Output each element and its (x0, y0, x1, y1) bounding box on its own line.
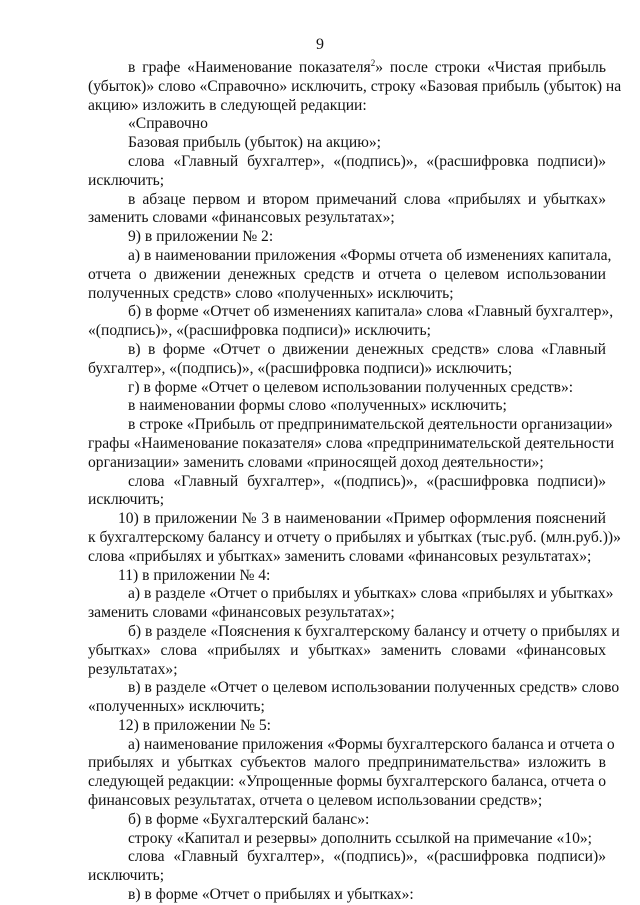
text-line (88, 285, 606, 304)
line-text: а) в наименовании приложения «Формы отчета об изменениях капитала, (128, 246, 612, 264)
document-body (88, 57, 622, 905)
line-text: «(подпись)», «(расшифровка подписи)» исключить; (88, 322, 431, 340)
text-line (88, 59, 606, 78)
line-text: слова «прибылях и убытках» заменить словами «финансовых результатах»; (88, 547, 592, 565)
line-text: (убыток)» слово «Справочно» исключить, строку «Базовая прибыль (убыток) на (88, 77, 622, 95)
text-line (88, 754, 606, 773)
text-line (88, 604, 606, 623)
line-text: строку «Капитал и резервы» дополнить ссылкой на примечание «10»; (128, 829, 593, 847)
line-text: заменить словами «финансовых результатах»; (88, 604, 395, 622)
text-line (88, 115, 606, 134)
line-text: в строке «Прибыль от предпринимательской деятельности организации» (128, 416, 613, 434)
text-line (88, 434, 615, 454)
footnote-marker: 2 (370, 57, 376, 68)
line-text-continued: » после строки «Чистая прибыль (375, 59, 606, 76)
text-line (88, 867, 606, 886)
line-text: б) в форме «Отчет об изменениях капитала» слова «Главный бухгалтер», (128, 303, 614, 321)
text-line (88, 228, 606, 247)
text-line (88, 848, 606, 867)
line-text: в) в разделе «Отчет о целевом использовании полученных средств» слово (128, 679, 620, 697)
text-line (88, 379, 606, 398)
line-text: акцию» изложить в следующей редакции: (88, 96, 367, 114)
text-line (88, 642, 606, 661)
line-text: организации» заменить словами «приносящей доход деятельности»; (88, 453, 544, 471)
line-text: исключить; (88, 867, 165, 885)
text-line (88, 454, 606, 473)
text-line (88, 303, 614, 322)
text-line (88, 209, 606, 228)
line-text: к бухгалтерскому балансу и отчету о прибылях и убытках (тыс.руб. (млн.руб.))» (88, 528, 621, 546)
text-line (88, 886, 606, 905)
line-text: отчета о движении денежных средств и отчета о целевом использовании (88, 265, 606, 283)
line-text: в графе «Наименование показателя (128, 59, 371, 76)
text-line (88, 491, 606, 510)
line-text: а) в разделе «Отчет о прибылях и убытках» слова «прибылях и убытках» (128, 585, 614, 603)
line-text: графы «Наименование показателя» слова «предпринимательской деятельности (88, 434, 615, 452)
text-line (88, 585, 614, 604)
text-line (88, 679, 620, 698)
text-line (88, 341, 606, 360)
text-line (88, 567, 606, 586)
line-text: 12) в приложении № 5: (118, 716, 271, 734)
line-text: убытках» слова «прибылях и убытках» заменить словами «финансовых (88, 641, 606, 659)
text-line (88, 661, 606, 680)
line-text: в) в форме «Отчет о движении денежных средств» слова «Главный (128, 340, 606, 358)
line-text: исключить; (88, 171, 165, 189)
text-line (88, 134, 606, 153)
line-text: в абзаце первом и втором примечаний слова «прибылях и убытках» (128, 190, 606, 208)
text-line (88, 792, 606, 811)
line-text: Базовая прибыль (убыток) на акцию»; (128, 134, 381, 152)
text-line (88, 266, 606, 285)
line-text: результатах»; (88, 660, 178, 678)
line-text: прибылях и убытках субъектов малого предпринимательства» изложить в (88, 754, 606, 772)
line-text: следующей редакции: «Упрощенные формы бухгалтерского баланса, отчета о (88, 773, 606, 791)
text-line (88, 473, 606, 492)
text-line (88, 153, 606, 172)
text-line (88, 717, 606, 736)
line-text: полученных средств» слово «полученных» исключить; (88, 284, 454, 302)
line-text: в) в форме «Отчет о прибылях и убытках»: (128, 886, 414, 904)
text-line (88, 416, 613, 435)
text-line (88, 735, 615, 755)
text-line (88, 322, 606, 341)
text-line (88, 830, 606, 849)
text-line (88, 811, 606, 830)
line-text: заменить словами «финансовых результатах»; (88, 209, 395, 227)
text-line (88, 698, 606, 717)
text-line (88, 622, 620, 642)
line-text: а) наименование приложения «Формы бухгалтерского баланса и отчета о (128, 735, 615, 753)
line-text: бухгалтер», «(подпись)», «(расшифровка подписи)» исключить; (88, 359, 513, 377)
text-line (88, 397, 606, 416)
text-line (88, 246, 612, 266)
line-text: слова «Главный бухгалтер», «(подпись)», «(расшифровка подписи)» (128, 152, 606, 170)
line-text: финансовых результатах, отчета о целевом использовании средств»; (88, 792, 543, 810)
text-line (88, 77, 622, 97)
line-text: 9) в приложении № 2: (128, 228, 274, 246)
line-text: б) в форме «Бухгалтерский баланс»: (128, 810, 370, 828)
line-text: г) в форме «Отчет о целевом использовании полученных средств»: (128, 378, 574, 396)
line-text: слова «Главный бухгалтер», «(подпись)», «(расшифровка подписи)» (128, 848, 606, 866)
text-line (88, 172, 606, 191)
line-text: 10) в приложении № 3 в наименовании «Пример оформления пояснений (118, 510, 606, 528)
line-text: «Справочно (128, 115, 208, 133)
text-line (88, 360, 606, 379)
line-text: исключить; (88, 491, 165, 509)
line-text: 11) в приложении № 4: (118, 566, 271, 584)
line-text: слова «Главный бухгалтер», «(подпись)», «(расшифровка подписи)» (128, 472, 606, 490)
text-line (88, 510, 606, 529)
text-line (88, 773, 606, 792)
text-line (88, 528, 621, 548)
line-text: «полученных» исключить; (88, 698, 265, 716)
text-line (88, 97, 606, 116)
line-text: б) в разделе «Пояснения к бухгалтерскому балансу и отчету о прибылях и (128, 622, 620, 640)
text-line (88, 548, 606, 567)
text-line (88, 191, 606, 210)
page-number: 9 (316, 36, 324, 53)
line-text: в наименовании формы слово «полученных» исключить; (128, 397, 507, 415)
